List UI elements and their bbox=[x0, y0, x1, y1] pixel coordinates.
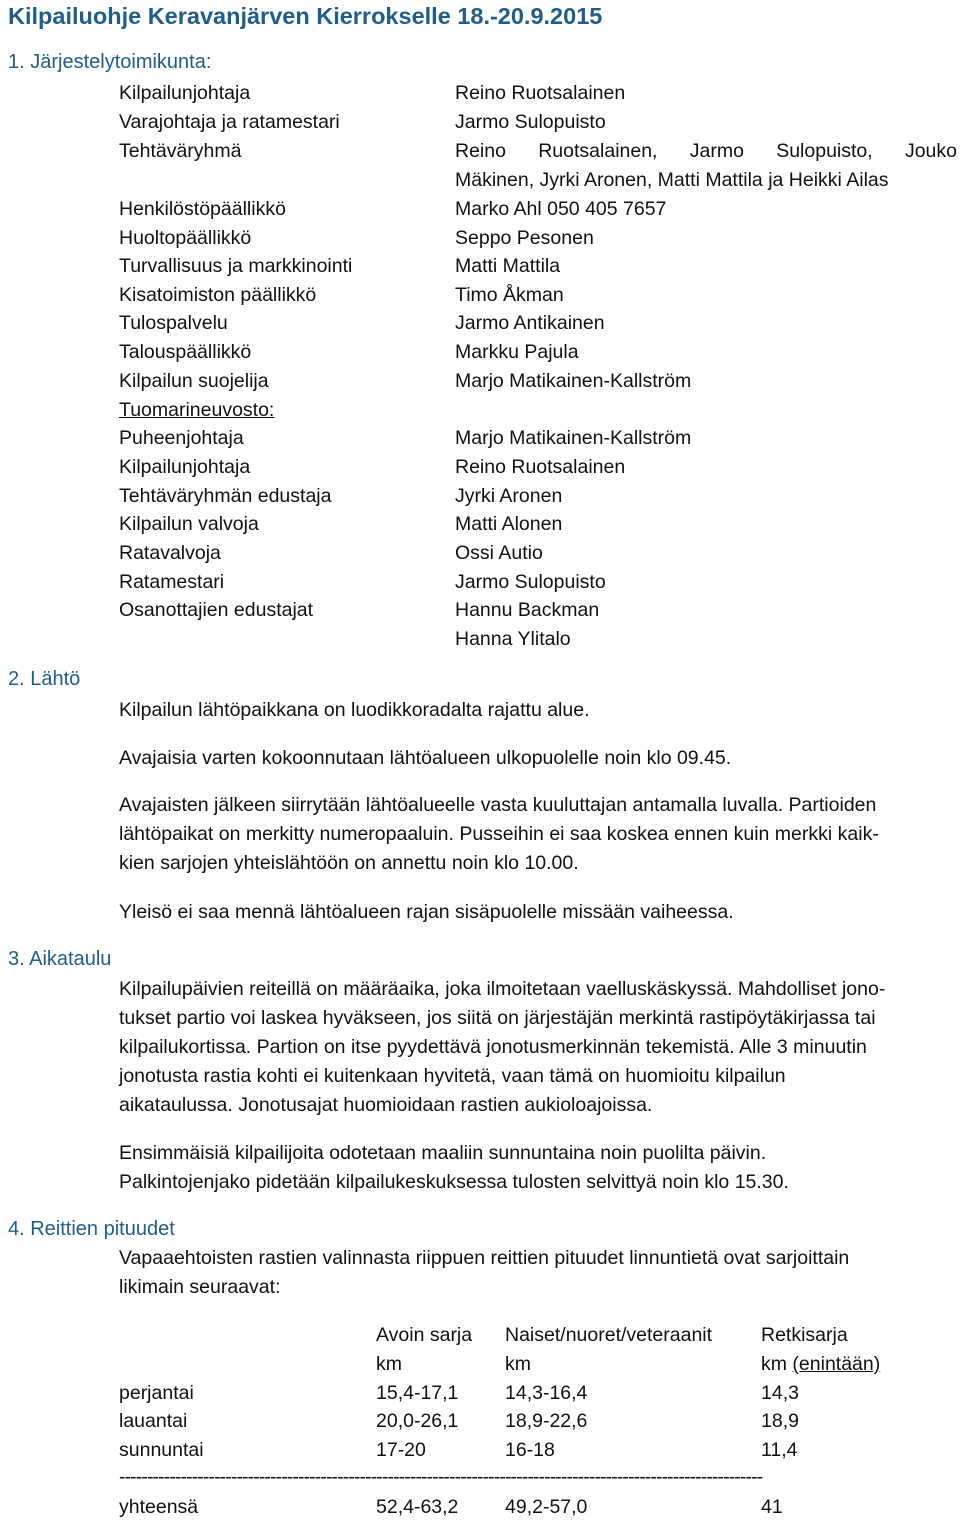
committee-name: Marko Ahl 050 405 7657 bbox=[455, 198, 667, 220]
table-header-unit bbox=[761, 1352, 880, 1376]
jury-role: Ratavalvoja bbox=[119, 542, 221, 564]
jury-heading: Tuomarineuvosto: bbox=[119, 399, 275, 421]
paragraph-line: likimain seuraavat: bbox=[119, 1276, 281, 1298]
jury-role: Puheenjohtaja bbox=[119, 427, 244, 449]
start-paragraph-3 bbox=[119, 791, 955, 878]
committee-role: Kisatoimiston päällikkö bbox=[119, 284, 317, 306]
table-cell: 15,4-17,1 bbox=[376, 1382, 459, 1404]
committee-role: Kilpailunjohtaja bbox=[119, 82, 251, 104]
paragraph-line: Palkintojenjako pidetään kilpailukeskuksessa tulosten selvittyä noin klo 15.30. bbox=[119, 1171, 789, 1193]
unit-qualifier: (enintään) bbox=[792, 1353, 881, 1375]
committee-name: Seppo Pesonen bbox=[455, 227, 594, 249]
start-paragraph-4: Yleisö ei saa mennä lähtöalueen rajan sisäpuolelle missään vaiheessa. bbox=[119, 901, 734, 923]
paragraph-line: Vapaaehtoisten rastien valinnasta riippuen reittien pituudet linnuntietä ovat sarjoittain bbox=[119, 1247, 850, 1269]
paragraph-line: kilpailukortissa. Partion on itse pyydettävä jonotusmerkinnän tekemistä. Alle 3 minuutin bbox=[119, 1036, 867, 1058]
table-cell: 18,9-22,6 bbox=[505, 1410, 588, 1432]
committee-role: Henkilöstöpäällikkö bbox=[119, 198, 286, 220]
table-header-unit: km bbox=[376, 1353, 402, 1375]
paragraph-line: Ensimmäisiä kilpailijoita odotetaan maaliin sunnuntaina noin puolilta päivin. bbox=[119, 1142, 767, 1164]
committee-name: Markku Pajula bbox=[455, 341, 579, 363]
section-4-heading: 4. Reittien pituudet bbox=[8, 1218, 175, 1240]
paragraph-line: Avajaisten jälkeen siirrytään lähtöalueelle vasta kuuluttajan antamalla luvalla. Partioiden bbox=[119, 794, 877, 816]
committee-role: Turvallisuus ja markkinointi bbox=[119, 255, 353, 277]
committee-role: Tulospalvelu bbox=[119, 312, 228, 334]
committee-name-continued: Mäkinen, Jyrki Aronen, Matti Mattila ja Heikki Ailas bbox=[455, 169, 889, 191]
table-total-cell: 41 bbox=[761, 1496, 783, 1518]
committee-role: Kilpailun suojelija bbox=[119, 370, 269, 392]
table-cell: 14,3-16,4 bbox=[505, 1382, 588, 1404]
paragraph-line: Kilpailupäivien reiteillä on määräaika, joka ilmoitetaan vaelluskäskyssä. Mahdolliset jono- bbox=[119, 978, 886, 1000]
committee-role: Huoltopäällikkö bbox=[119, 227, 252, 249]
paragraph-line: kien sarjojen yhteislähtöön on annettu noin klo 10.00. bbox=[119, 852, 579, 874]
paragraph-line: lähtöpaikat on merkitty numeropaaluin. Pusseihin ei saa koskea ennen kuin merkki kaik- bbox=[119, 823, 879, 845]
jury-role: Osanottajien edustajat bbox=[119, 599, 314, 621]
document-title: Kilpailuohje Keravanjärven Kierrokselle 18.-20.9.2015 bbox=[8, 3, 603, 29]
committee-name: Reino Ruotsalainen, Jarmo Sulopuisto, Jouko bbox=[455, 140, 957, 162]
table-cell: 17-20 bbox=[376, 1439, 426, 1461]
table-cell: 14,3 bbox=[761, 1382, 799, 1404]
table-cell: 20,0-26,1 bbox=[376, 1410, 459, 1432]
table-total-label: yhteensä bbox=[119, 1496, 199, 1518]
paragraph-line: tukset partio voi laskea hyväkseen, jos siitä on järjestäjän merkintä rastipöytäkirjassa tai bbox=[119, 1007, 876, 1029]
table-cell: 16-18 bbox=[505, 1439, 555, 1461]
jury-role: Kilpailun valvoja bbox=[119, 513, 259, 535]
jury-name: Ossi Autio bbox=[455, 542, 543, 564]
start-paragraph-2: Avajaisia varten kokoonnutaan lähtöalueen ulkopuolelle noin klo 09.45. bbox=[119, 747, 732, 769]
table-row-day: sunnuntai bbox=[119, 1439, 204, 1461]
committee-name: Timo Åkman bbox=[455, 284, 564, 306]
paragraph-line: jonotusta rastia kohti ei kuitenkaan hyvitetä, vaan tämä on huomioitu kilpailun bbox=[119, 1065, 786, 1087]
route-lengths-intro bbox=[119, 1244, 955, 1302]
table-row-day: perjantai bbox=[119, 1382, 194, 1404]
committee-name: Matti Mattila bbox=[455, 255, 561, 277]
section-3-heading: 3. Aikataulu bbox=[8, 948, 112, 970]
table-total-cell: 49,2-57,0 bbox=[505, 1496, 588, 1518]
table-total-cell: 52,4-63,2 bbox=[376, 1496, 459, 1518]
jury-name: Hannu Backman bbox=[455, 599, 600, 621]
table-header: Naiset/nuoret/veteraanit bbox=[505, 1324, 713, 1346]
table-header: Retkisarja bbox=[761, 1324, 848, 1346]
committee-name: Jarmo Sulopuisto bbox=[455, 111, 606, 133]
paragraph-line: aikataulussa. Jonotusajat huomioidaan rastien aukioloajoissa. bbox=[119, 1094, 653, 1116]
jury-role: Kilpailunjohtaja bbox=[119, 456, 251, 478]
committee-name: Jarmo Antikainen bbox=[455, 312, 605, 334]
schedule-paragraph-2 bbox=[119, 1139, 955, 1197]
jury-role: Ratamestari bbox=[119, 571, 225, 593]
section-1-heading: 1. Järjestelytoimikunta: bbox=[8, 51, 212, 73]
section-2-heading: 2. Lähtö bbox=[8, 668, 81, 690]
jury-name: Marjo Matikainen-Kallström bbox=[455, 427, 692, 449]
table-separator: ------------------------------------------------------------------------------------------------------------------- bbox=[119, 1466, 763, 1488]
jury-name: Jarmo Sulopuisto bbox=[455, 571, 606, 593]
committee-name: Reino Ruotsalainen bbox=[455, 82, 626, 104]
committee-role: Talouspäällikkö bbox=[119, 341, 252, 363]
table-row-day: lauantai bbox=[119, 1410, 188, 1432]
schedule-paragraph-1 bbox=[119, 975, 955, 1120]
table-header: Avoin sarja bbox=[376, 1324, 473, 1346]
committee-name: Marjo Matikainen-Kallström bbox=[455, 370, 692, 392]
jury-name: Reino Ruotsalainen bbox=[455, 456, 626, 478]
jury-name-continued: Hanna Ylitalo bbox=[455, 628, 571, 650]
jury-name: Matti Alonen bbox=[455, 513, 563, 535]
table-header-unit: km bbox=[505, 1353, 531, 1375]
unit-label: km bbox=[761, 1353, 787, 1375]
committee-role: Tehtäväryhmä bbox=[119, 140, 242, 162]
jury-role: Tehtäväryhmän edustaja bbox=[119, 485, 332, 507]
committee-role: Varajohtaja ja ratamestari bbox=[119, 111, 340, 133]
jury-name: Jyrki Aronen bbox=[455, 485, 563, 507]
start-paragraph-1: Kilpailun lähtöpaikkana on luodikkoradalta rajattu alue. bbox=[119, 699, 590, 721]
table-cell: 11,4 bbox=[761, 1439, 798, 1461]
table-cell: 18,9 bbox=[761, 1410, 799, 1432]
